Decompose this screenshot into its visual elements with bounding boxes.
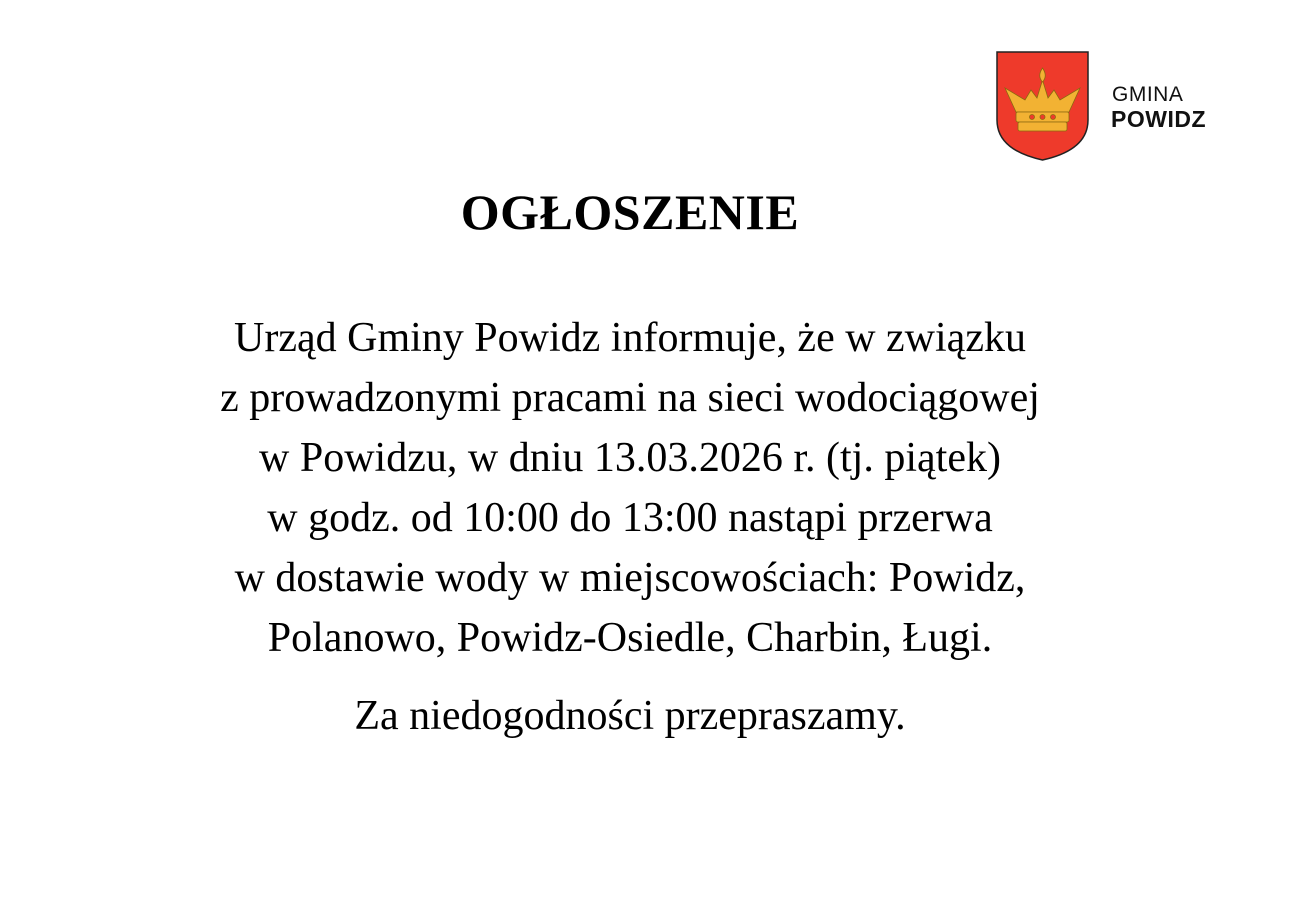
gmina-powidz-logo (995, 50, 1225, 162)
body-line: Urząd Gminy Powidz informuje, że w związku (234, 315, 1026, 361)
announcement-body (0, 308, 1260, 668)
body-line: w dostawie wody w miejscowościach: Powidz, (234, 555, 1026, 601)
coat-of-arms-icon (995, 50, 1090, 162)
logo-text-gmina: GMINA (1112, 83, 1184, 106)
announcement-title: OGŁOSZENIE (460, 184, 800, 240)
body-line: w Powidzu, w dniu 13.03.2026 r. (tj. piątek) (259, 435, 1001, 481)
body-line: z prowadzonymi pracami na sieci wodociągowej (220, 375, 1040, 421)
logo-text-powidz: POWIDZ (1111, 106, 1206, 132)
body-line: Polanowo, Powidz-Osiedle, Charbin, Ługi. (267, 615, 993, 661)
closing-apology: Za niedogodności przepraszamy. (354, 693, 906, 739)
body-line: w godz. od 10:00 do 13:00 nastąpi przerwa (267, 495, 993, 541)
